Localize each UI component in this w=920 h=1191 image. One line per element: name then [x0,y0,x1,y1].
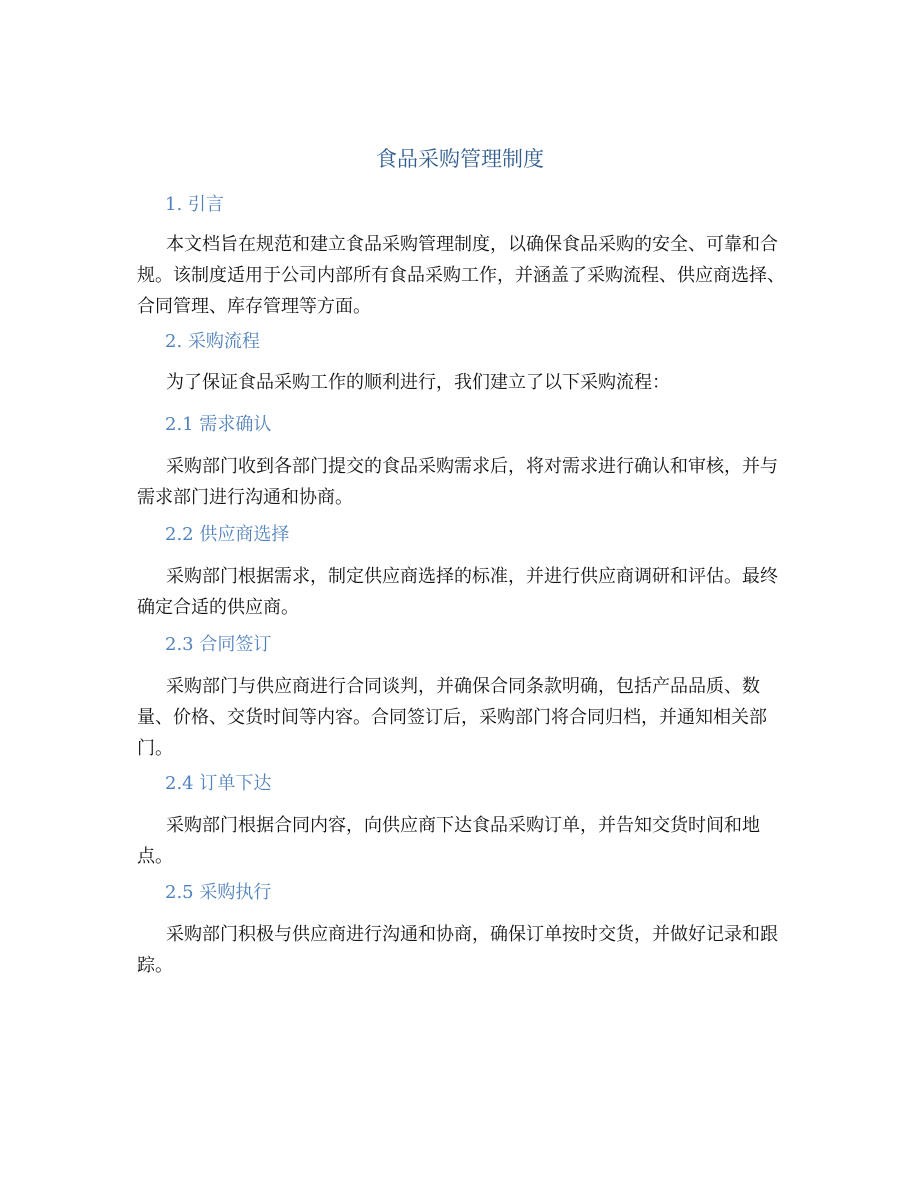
section-heading-introduction: 1. 引言 [165,194,224,215]
section-body-order-placement: 采购部门根据合同内容，向供应商下达食品采购订单，并告知交货时间和地点。 [137,815,760,867]
section-body-procurement-process: 为了保证食品采购工作的顺利进行，我们建立了以下采购流程： [166,372,670,393]
section-body-introduction: 本文档旨在规范和建立食品采购管理制度，以确保食品采购的安全、可靠和合规。该制度适用于公司内部所有食品采购工作，并涵盖了采购流程、供应商选择、合同管理、库存管理等方面。 [137,234,785,317]
section-body-supplier-selection: 采购部门根据需求，制定供应商选择的标准，并进行供应商调研和评估。最终确定合适的供应商。 [137,566,778,618]
document-title: 食品采购管理制度 [376,147,544,171]
section-heading-contract-signing: 2.3 合同签订 [165,634,272,655]
section-heading-supplier-selection: 2.2 供应商选择 [165,524,290,545]
section-heading-procurement-process: 2. 采购流程 [165,331,260,352]
section-heading-order-placement: 2.4 订单下达 [165,773,272,794]
section-body-demand-confirmation: 采购部门收到各部门提交的食品采购需求后，将对需求进行确认和审核，并与需求部门进行沟通和协商。 [137,456,778,508]
section-heading-procurement-execution: 2.5 采购执行 [165,882,272,903]
section-body-procurement-execution: 采购部门积极与供应商进行沟通和协商，确保订单按时交货，并做好记录和跟踪。 [137,924,778,976]
section-body-contract-signing: 采购部门与供应商进行合同谈判，并确保合同条款明确，包括产品品质、数量、价格、交货时间等内容。合同签订后，采购部门将合同归档，并通知相关部门。 [137,676,767,759]
section-heading-demand-confirmation: 2.1 需求确认 [165,414,272,435]
